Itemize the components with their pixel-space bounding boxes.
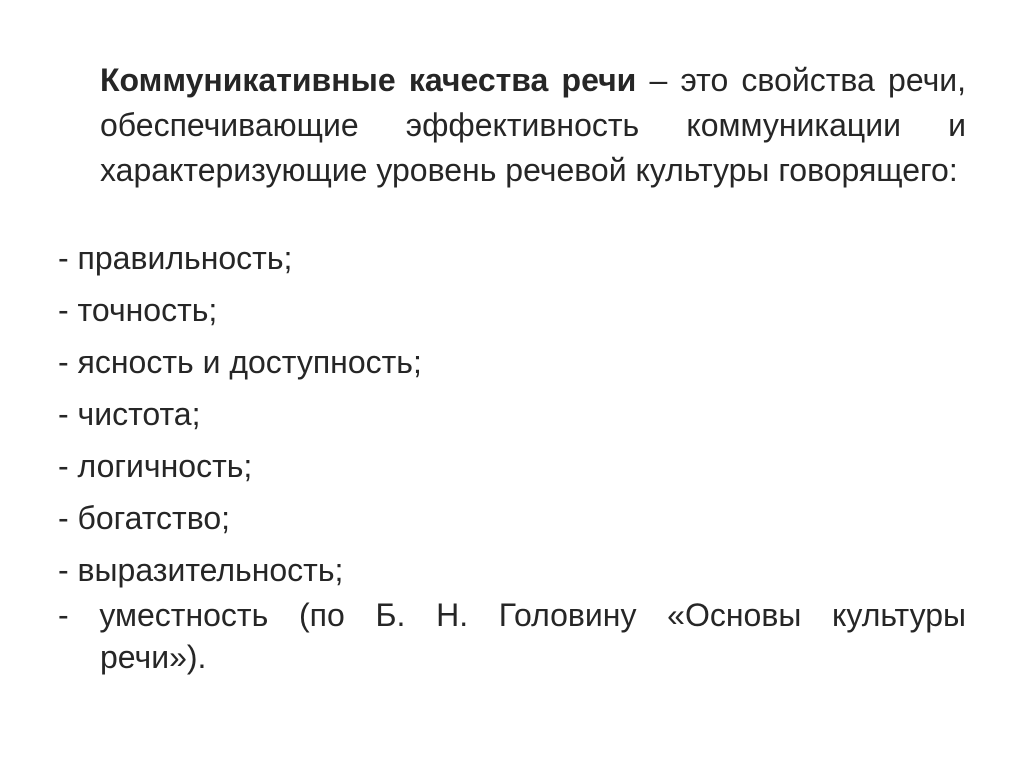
qualities-list bbox=[58, 232, 966, 596]
appropriateness-line-2: речи»). bbox=[100, 639, 207, 675]
definition-paragraph bbox=[100, 58, 966, 193]
definition-text: – это свойства речи, обеспечивающие эффективность коммуникации и характеризующие уровень речевой культуры говорящего: bbox=[100, 62, 966, 188]
list-item-logic: - логичность; bbox=[58, 448, 253, 484]
list-item-appropriateness bbox=[58, 594, 966, 678]
definition-term: Коммуникативные качества речи bbox=[100, 62, 637, 98]
list-item-expressiveness: - выразительность; bbox=[58, 552, 344, 588]
list-item-purity: - чистота; bbox=[58, 396, 201, 432]
list-item-clarity: - ясность и доступность; bbox=[58, 344, 422, 380]
list-item-richness: - богатство; bbox=[58, 500, 231, 536]
appropriateness-line-1: - уместность (по Б. Н. Головину «Основы культуры bbox=[58, 597, 966, 633]
list-item-accuracy: - точность; bbox=[58, 292, 218, 328]
list-item-correctness: - правильность; bbox=[58, 240, 293, 276]
